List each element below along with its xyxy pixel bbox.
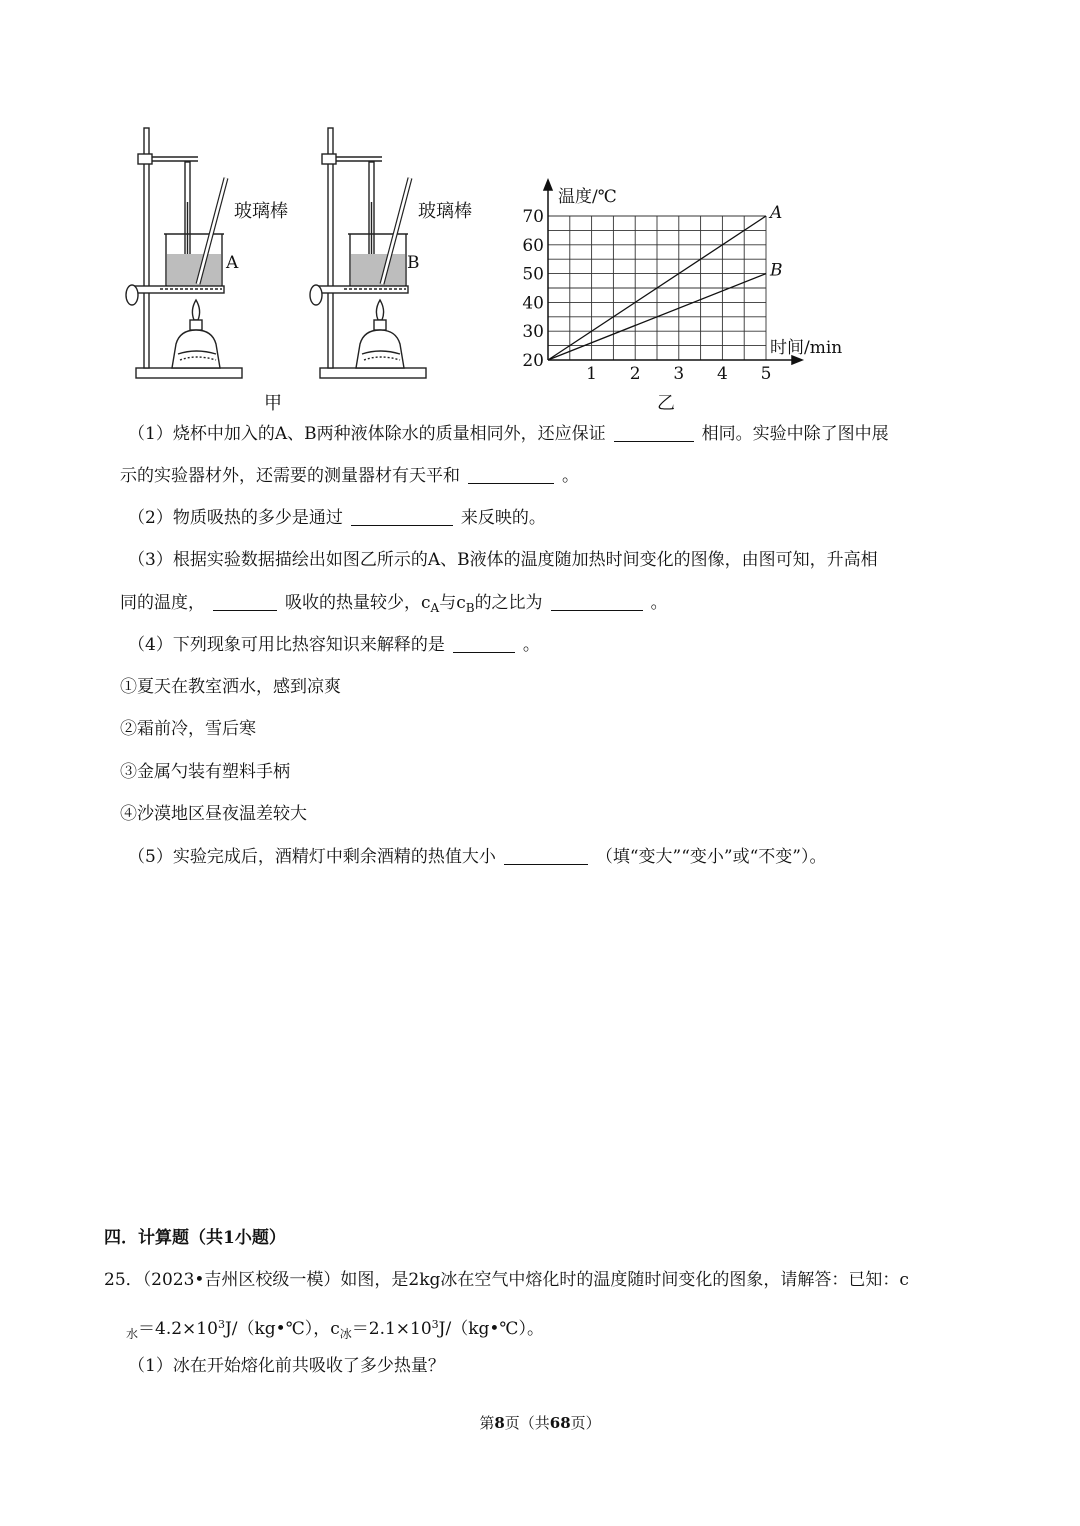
- section-4-title: 四．计算题（共1小题）: [104, 1228, 286, 1248]
- liquid-label-a: A: [226, 253, 239, 273]
- q3-line2: 同的温度， 吸收的热量较少，$c_A$与$c_B$的之比为 。: [120, 593, 668, 615]
- y-tick-label: 50: [522, 264, 544, 285]
- q25-line2: $_水=4.2\times 10^3J/(kg•℃)$，$c_冰=2.1\times 10^3J/(kg•℃)$。: [126, 1318, 544, 1341]
- x-tick-label: 3: [673, 364, 685, 384]
- q4-blank[interactable]: [453, 634, 515, 653]
- page-footer: 第8页（共68页）: [479, 1414, 601, 1432]
- x-tick-label: 1: [586, 364, 598, 384]
- graph-tick-labels: [522, 207, 771, 384]
- q2-line: （2）物质吸热的多少是通过 来反映的。: [128, 508, 546, 528]
- graph-series: [548, 203, 783, 360]
- q5-line: （5）实验完成后，酒精灯中剩余酒精的热值大小 （填“变大”“变小”或“不变”）。: [128, 847, 827, 867]
- figure-caption-jia: 甲: [264, 393, 282, 414]
- series-label-a: A: [770, 203, 783, 223]
- q3-line1: （3）根据实验数据描绘出如图乙所示的A、B液体的温度随加热时间变化的图像，由图可知，升高相: [128, 550, 878, 570]
- y-axis-label: 温度/℃: [558, 187, 617, 207]
- q4-option-4: ④沙漠地区昼夜温差较大: [120, 804, 307, 824]
- figure-caption-yi: 乙: [657, 393, 675, 414]
- q1-blank-1[interactable]: [614, 423, 694, 442]
- y-tick-label: 30: [522, 322, 544, 343]
- x-tick-label: 4: [716, 364, 728, 384]
- q1-line2: 示的实验器材外，还需要的测量器材有天平和 。: [120, 466, 579, 486]
- q3-blank-2[interactable]: [551, 592, 643, 611]
- q1-line1: （1）烧杯中加入的A、B两种液体除水的质量相同外，还应保证 相同。实验中除了图中展: [128, 424, 889, 444]
- y-tick-label: 20: [522, 351, 544, 371]
- x-tick-label: 2: [629, 364, 641, 384]
- q25-line1: 25．（2023•吉州区校级一模）如图，是2kg冰在空气中熔化时的温度随时间变化的图象，请解答：已知：c: [104, 1270, 909, 1290]
- liquid-label-b: B: [407, 253, 420, 273]
- q4-option-1: ①夏天在教室洒水，感到凉爽: [120, 677, 341, 697]
- glass-rod-label-a: 玻璃棒: [234, 201, 288, 222]
- x-axis-label: 时间/min: [770, 338, 843, 358]
- q3-blank-1[interactable]: [213, 592, 277, 611]
- q25-sub1: （1）冰在开始熔化前共吸收了多少热量？: [128, 1356, 445, 1376]
- q2-blank[interactable]: [351, 507, 453, 526]
- q4-option-3: ③金属勺装有塑料手柄: [120, 762, 290, 782]
- q5-blank[interactable]: [504, 846, 588, 865]
- y-tick-label: 40: [522, 293, 544, 314]
- glass-rod-label-b: 玻璃棒: [418, 201, 472, 222]
- series-label-b: B: [770, 260, 783, 281]
- temperature-time-graph: [510, 176, 870, 406]
- y-tick-label: 70: [522, 207, 544, 227]
- q4-line: （4）下列现象可用比热容知识来解释的是 。: [128, 635, 540, 655]
- q1-blank-2[interactable]: [468, 465, 554, 484]
- x-tick-label: 5: [760, 364, 772, 384]
- q4-option-2: ②霜前冷，雪后寒: [120, 719, 256, 739]
- y-tick-label: 60: [522, 235, 544, 256]
